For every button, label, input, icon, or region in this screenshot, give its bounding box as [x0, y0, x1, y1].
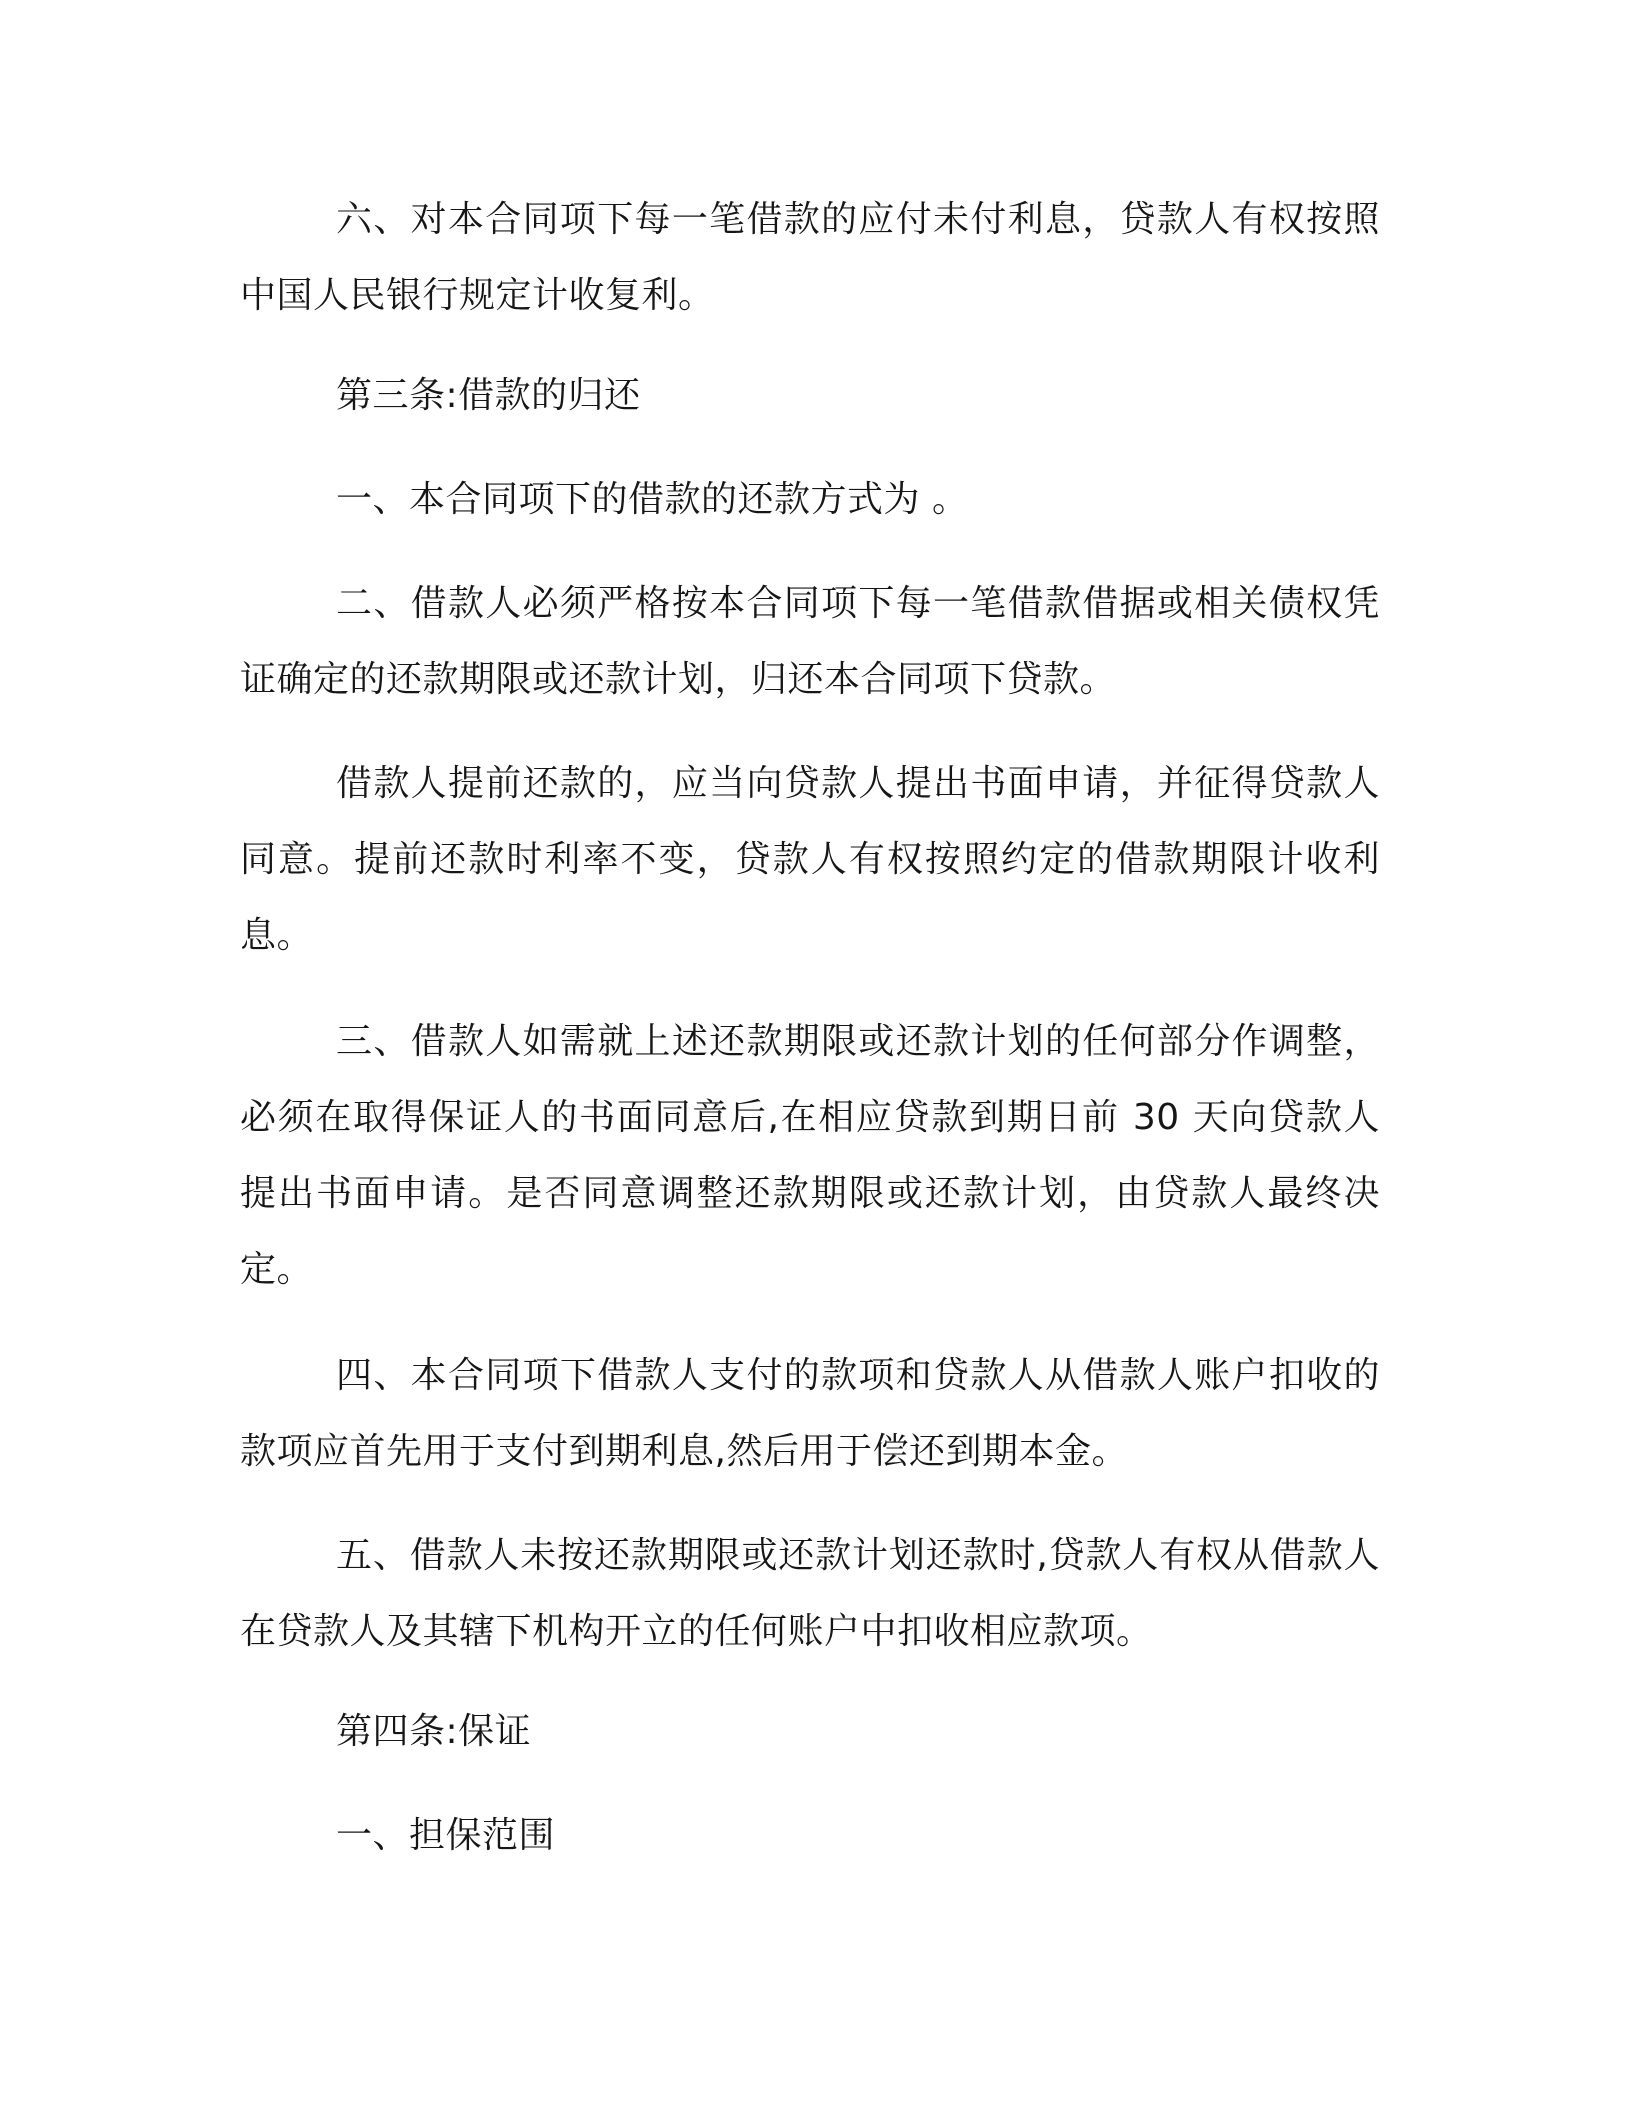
paragraph-early-repayment: 借款人提前还款的，应当向贷款人提出书面申请，并征得贷款人同意。提前还款时利率不变，贷款人有权按照约定的借款期限计收利息。 [240, 763, 1380, 956]
paragraph-schedule-adjustment: 三、借款人如需就上述还款期限或还款计划的任何部分作调整，必须在取得保证人的书面同意后,在相应贷款到期日前 30 天向贷款人提出书面申请。是否同意调整还款期限或还款计划，由贷款人最终决定。 [240, 1021, 1380, 1290]
article-4-heading: 第四条:保证 [336, 1711, 532, 1752]
paragraph-deduction-right: 五、借款人未按还款期限或还款计划还款时,贷款人有权从借款人在贷款人及其辖下机构开立的任何账户中扣收相应款项。 [240, 1535, 1380, 1652]
paragraph-payment-order: 四、本合同项下借款人支付的款项和贷款人从借款人账户扣收的款项应首先用于支付到期利息,然后用于偿还到期本金。 [240, 1355, 1380, 1472]
paragraph-compound-interest: 六、对本合同项下每一笔借款的应付未付利息，贷款人有权按照中国人民银行规定计收复利。 [240, 199, 1380, 316]
paragraph-repayment-schedule: 二、借款人必须严格按本合同项下每一笔借款借据或相关债权凭证确定的还款期限或还款计划，归还本合同项下贷款。 [240, 583, 1380, 700]
paragraph-repayment-method: 一、本合同项下的借款的还款方式为 。 [336, 479, 969, 520]
guarantee-scope-heading: 一、担保范围 [336, 1815, 556, 1856]
article-3-heading: 第三条:借款的归还 [336, 375, 641, 416]
